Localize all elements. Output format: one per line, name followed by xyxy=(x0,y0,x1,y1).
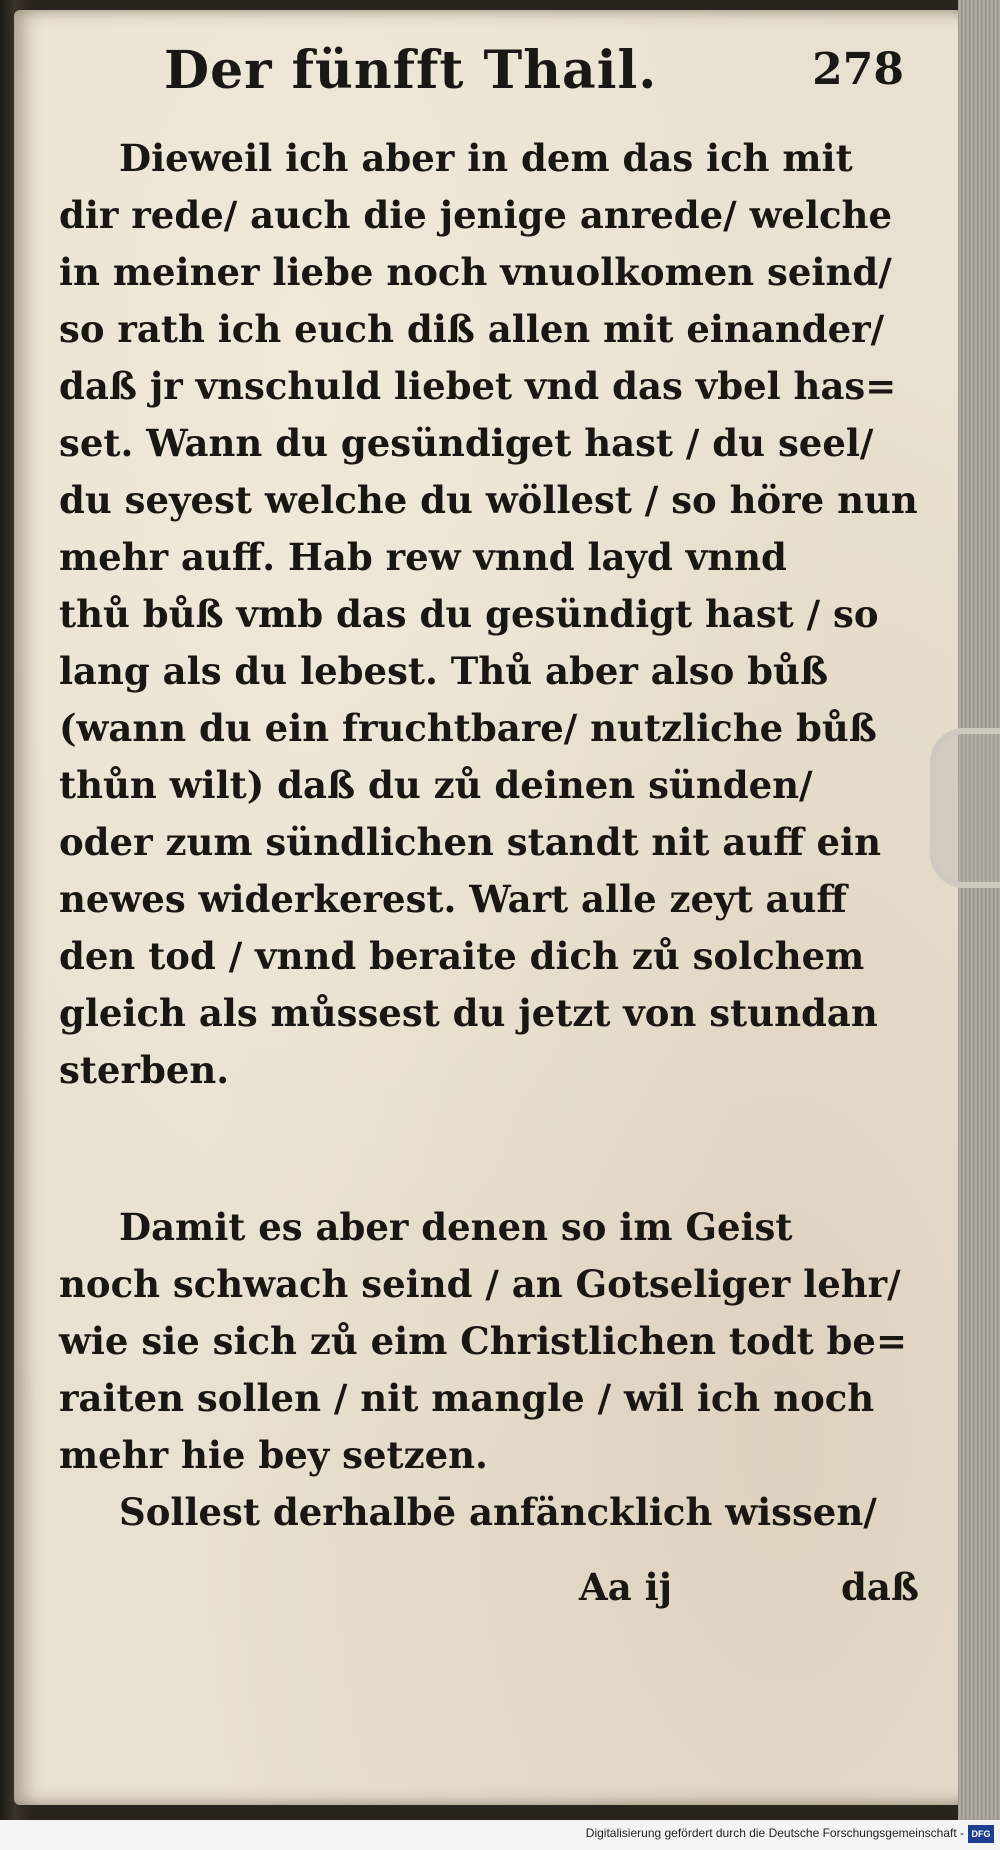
text-line: Dieweil ich aber in dem das ich mit xyxy=(119,136,853,180)
text-line: raiten sollen / nit mangle / wil ich noch xyxy=(59,1376,875,1420)
text-line: gleich als můssest du jetzt von stundan xyxy=(59,991,878,1035)
text-line: so rath ich euch diß allen mit einander/ xyxy=(59,307,885,351)
text-line: in meiner liebe noch vnuolkomen seind/ xyxy=(59,250,892,294)
text-line: set. Wann du gesündiget hast / du seel/ xyxy=(59,421,874,465)
text-line: thů bůß vmb das du gesündigt hast / so xyxy=(59,592,879,636)
text-line: lang als du lebest. Thů aber also bůß xyxy=(59,649,829,693)
text-line: thůn wilt) daß du zů deinen sünden/ xyxy=(59,763,813,807)
book-fore-edge xyxy=(958,0,1000,1820)
catchword: daß xyxy=(841,1565,919,1609)
page-header xyxy=(164,40,924,110)
running-title: Der fünfft Thail. xyxy=(164,40,658,101)
credit-bar xyxy=(0,1820,1000,1850)
dfg-logo-icon: DFG xyxy=(968,1825,994,1843)
page-footer xyxy=(59,1565,919,1625)
text-line: du seyest welche du wöllest / so höre nun xyxy=(59,478,918,522)
text-line: noch schwach seind / an Gotseliger lehr/ xyxy=(59,1262,901,1306)
text-line: newes widerkerest. Wart alle zeyt auff xyxy=(59,877,847,921)
digitization-credit: Digitalisierung gefördert durch die Deutsche Forschungsgemeinschaft - xyxy=(585,1826,964,1840)
text-line: dir rede/ auch die jenige anrede/ welche xyxy=(59,193,892,237)
text-line: daß jr vnschuld liebet vnd das vbel has= xyxy=(59,364,897,408)
signature-mark: Aa ij xyxy=(579,1565,673,1609)
text-line: sterben. xyxy=(59,1048,230,1092)
book-clasp xyxy=(930,728,1000,888)
text-line: wie sie sich zů eim Christlichen todt be= xyxy=(59,1319,907,1363)
text-line: Damit es aber denen so im Geist xyxy=(119,1205,793,1249)
text-line: mehr hie bey setzen. xyxy=(59,1433,488,1477)
text-line: oder zum sündlichen standt nit auff ein xyxy=(59,820,881,864)
text-block xyxy=(59,130,919,1541)
paragraph-gap xyxy=(59,1099,919,1199)
text-line: Sollest derhalbē anfäncklich wissen/ xyxy=(119,1490,877,1534)
text-line: mehr auff. Hab rew vnnd layd vnnd xyxy=(59,535,787,579)
page-number: 278 xyxy=(812,44,904,95)
text-line: den tod / vnnd beraite dich zů solchem xyxy=(59,934,865,978)
book-page xyxy=(14,10,974,1805)
text-line: (wann du ein fruchtbare/ nutzliche bůß xyxy=(59,706,877,750)
